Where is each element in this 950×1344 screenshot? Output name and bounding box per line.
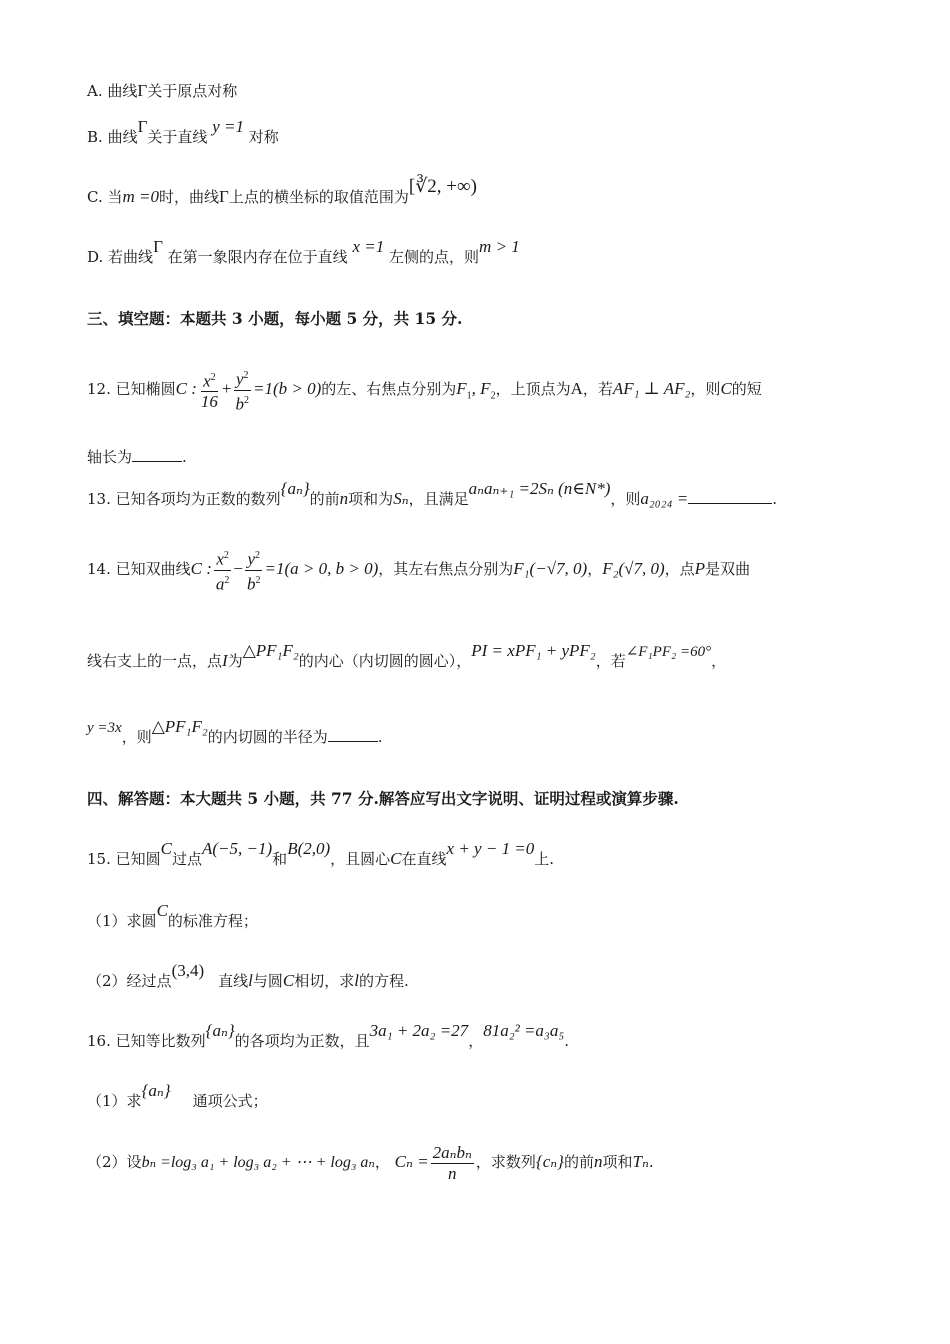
math-sequence: {aₙ} <box>141 1081 171 1100</box>
text: 相切，求 <box>294 972 355 990</box>
text: 在直线 <box>401 850 447 868</box>
math-triangle: △PF₁F₂ <box>242 641 299 660</box>
text: ，若 <box>595 652 626 670</box>
question-15 <box>87 839 890 870</box>
section-title-solutions: 四、解答题：本大题共 5 小题，共 77 分.解答应写出文字说明、证明过程或演算步骤. <box>87 789 679 808</box>
question-16-part-1 <box>87 1081 890 1112</box>
math-vector-equation: PI = xPF₁ + yPF₂ <box>471 641 596 660</box>
question-12: 12. 已知椭圆C : $\frac{x^2}{16}$ + $\frac{y^2}{b^2}$ =1(b > 0)的左、右焦点分别为$F_1$, $F_2$，上顶点为A，若AF₁ ⊥ AF₂，则C的短 <box>87 366 890 418</box>
text: 已知圆 <box>115 850 161 868</box>
math-expression: a₂₀₂₄ = <box>640 489 689 508</box>
question-13 <box>87 479 890 510</box>
math-symbol: I <box>222 651 228 670</box>
text: 关于直线 <box>147 128 208 146</box>
text: 直线 <box>218 972 249 990</box>
math-expression: =1(b > 0) <box>253 379 322 399</box>
math-sequence: {aₙ} <box>205 1021 235 1040</box>
text: 上. <box>534 850 555 868</box>
text: . <box>648 1153 654 1171</box>
math-expression: C : <box>190 559 212 579</box>
math-symbol: Sₙ <box>393 489 409 508</box>
fraction-y2-b2: $\frac{y^2}{b^2}$ <box>234 366 252 414</box>
option-label: B. <box>87 128 103 146</box>
math-interval: [∛2, +∞) <box>408 176 477 197</box>
math-point: A <box>570 379 583 399</box>
text: ，且圆心 <box>330 850 391 868</box>
option-b <box>87 117 890 148</box>
math-sequence: {cₙ} <box>535 1152 564 1171</box>
math-angle: ∠F₁PF₂ =60° <box>625 644 712 660</box>
text: 和 <box>272 850 288 868</box>
text: 的标准方程； <box>167 912 258 930</box>
text: 的左、右焦点分别为 <box>321 380 457 399</box>
fraction-x2-16: $\frac{x^2}{16}$ <box>199 368 220 413</box>
math-expression: x =1 <box>352 237 385 256</box>
answer-blank[interactable] <box>688 489 772 504</box>
math-symbol: Tₙ <box>632 1152 649 1171</box>
gamma-symbol: Γ <box>153 237 163 256</box>
math-expression: m =0 <box>122 187 160 206</box>
text: 的前 <box>309 490 340 508</box>
section-title-fill-in: 三、填空题：本题共 3 小题，每小题 5 分，共 15 分. <box>87 309 463 328</box>
foci-expression: $F_1$, $F_2$ <box>456 379 496 402</box>
question-number: 16. <box>87 1032 111 1050</box>
text: . <box>772 490 778 508</box>
text: 当 <box>107 188 123 206</box>
part-label: （2） <box>87 1153 127 1171</box>
text: 求圆 <box>126 912 157 930</box>
question-14: 14. 已知双曲线C : $\frac{x^2}{a^2}$ − $\frac{y^2}{b^2}$ =1(a > 0, b > 0)，其左右焦点分别为F₁(−√7, 0)，F₂(√7, 0)，点P是双曲 <box>87 546 890 594</box>
text: 项和为 <box>348 490 394 508</box>
math-condition: aₙaₙ₊₁ =2Sₙ (n∈N*) <box>468 479 611 498</box>
answer-blank[interactable] <box>132 447 182 462</box>
text: 轴长为 <box>87 448 133 466</box>
text: 曲线 <box>107 128 138 146</box>
text: ，则 <box>690 380 721 399</box>
math-expression: y =3x <box>87 720 122 736</box>
text: 求 <box>126 1092 142 1110</box>
text: 已知双曲线 <box>115 560 191 579</box>
option-label: A. <box>87 82 103 100</box>
question-15-part-1 <box>87 901 890 932</box>
answer-blank[interactable] <box>328 727 378 742</box>
option-d <box>87 237 890 268</box>
math-symbol: C <box>720 379 732 399</box>
text: ， <box>587 560 603 579</box>
text: ，且满足 <box>408 490 469 508</box>
text: 在第一象限内存在位于直线 <box>167 248 348 266</box>
math-point: (3,4) <box>171 961 205 980</box>
text: 的短 <box>731 380 762 399</box>
question-16-part-2 <box>87 1140 890 1185</box>
text: 设 <box>126 1153 142 1171</box>
text: 的前 <box>563 1153 594 1171</box>
text: ， <box>468 1032 484 1050</box>
math-symbol: C <box>156 901 168 920</box>
math-expression: y =1 <box>212 117 244 136</box>
text: 已知椭圆 <box>115 380 176 399</box>
text: . <box>182 448 187 466</box>
question-15-part-2 <box>87 961 890 992</box>
text: 与圆 <box>252 972 283 990</box>
text: 的各项均为正数，且 <box>234 1032 370 1050</box>
text: ， <box>711 652 727 670</box>
text: . <box>377 728 383 746</box>
text: 是双曲 <box>705 560 751 579</box>
question-number: 15. <box>87 850 111 868</box>
math-symbol: l <box>354 971 359 990</box>
question-14-line2 <box>87 641 890 673</box>
math-symbol: n <box>593 1152 603 1171</box>
text: 线右支上的一点，点 <box>87 652 223 670</box>
math-expression: =1(a > 0, b > 0) <box>264 559 379 579</box>
text: ， <box>374 1153 390 1171</box>
math-symbol: C <box>390 849 402 868</box>
question-16 <box>87 1021 890 1052</box>
question-number: 12. <box>87 380 111 399</box>
option-label: C. <box>87 188 103 206</box>
math-expression: bₙ =log₃ a₁ + log₃ a₂ + ⋯ + log₃ aₙ <box>141 1154 375 1171</box>
text: 上点的横坐标的取值范围为 <box>228 188 409 206</box>
text: 关于原点对称 <box>147 82 238 100</box>
text: 左侧的点，则 <box>389 248 480 266</box>
math-point: B(2,0) <box>287 839 331 858</box>
math-condition: 81a₂² =a₃a₅ <box>483 1021 565 1040</box>
text: 已知各项均为正数的数列 <box>115 490 281 508</box>
text: 的方程. <box>359 972 409 990</box>
math-symbol: P <box>694 559 706 579</box>
text: 的内心（内切圆的圆心）， <box>298 652 472 670</box>
question-number: 13. <box>87 490 111 508</box>
text: 经过点 <box>126 972 172 990</box>
fraction-y2-b2: $\frac{y^2}{b^2}$ <box>245 546 263 594</box>
option-c <box>87 176 890 208</box>
option-a <box>87 80 890 102</box>
text: 已知等比数列 <box>115 1032 206 1050</box>
math-expression: C : <box>175 379 197 399</box>
math-symbol: n <box>339 489 349 508</box>
text: ，上顶点为 <box>495 380 571 399</box>
text: 时，曲线 <box>159 188 220 206</box>
math-point: F₁(−√7, 0) <box>513 559 588 579</box>
math-symbol: l <box>248 971 253 990</box>
question-12-line2 <box>87 446 890 468</box>
text: . <box>564 1032 570 1050</box>
math-triangle: △PF₁F₂ <box>151 717 208 736</box>
fraction-cn: $\frac{\text{2aₙbₙ}}{n}$ <box>432 1142 472 1183</box>
math-expression: m > 1 <box>479 237 520 256</box>
text: ，其左右焦点分别为 <box>378 560 514 579</box>
text: 项和 <box>602 1153 633 1171</box>
text: ，则 <box>610 490 641 508</box>
text: ，若 <box>582 380 613 399</box>
gamma-symbol: Γ <box>137 81 148 100</box>
math-symbol: C <box>160 839 172 858</box>
part-label: （2） <box>87 972 127 990</box>
part-label: （1） <box>87 1092 127 1110</box>
text: 对称 <box>248 128 279 146</box>
math-expression: Cₙ = <box>394 1152 429 1171</box>
text: 曲线 <box>107 82 138 100</box>
option-label: D. <box>87 248 104 266</box>
text: ，求数列 <box>475 1153 536 1171</box>
math-sequence: {aₙ} <box>280 479 310 498</box>
question-14-line3 <box>87 717 890 749</box>
text: 过点 <box>172 850 203 868</box>
math-point: F₂(√7, 0) <box>602 559 665 579</box>
math-condition: 3a₁ + 2a₂ =27 <box>369 1021 469 1040</box>
text: ，点 <box>664 560 695 579</box>
math-point: A(−5, −1) <box>202 839 273 858</box>
text: 为 <box>227 652 243 670</box>
text: 若曲线 <box>108 248 154 266</box>
question-number: 14. <box>87 560 111 579</box>
math-condition: AF₁ ⊥ AF₂ <box>612 379 691 399</box>
gamma-symbol: Γ <box>219 187 229 206</box>
math-line-equation: x + y − 1 =0 <box>446 839 535 858</box>
fraction-x2-a2: $\frac{x^2}{a^2}$ <box>214 546 232 594</box>
text: ，则 <box>121 728 152 746</box>
part-label: （1） <box>87 912 127 930</box>
math-symbol: C <box>282 971 295 990</box>
text: 通项公式； <box>192 1092 268 1110</box>
text: 的内切圆的半径为 <box>207 728 328 746</box>
gamma-symbol: Γ <box>137 117 148 136</box>
